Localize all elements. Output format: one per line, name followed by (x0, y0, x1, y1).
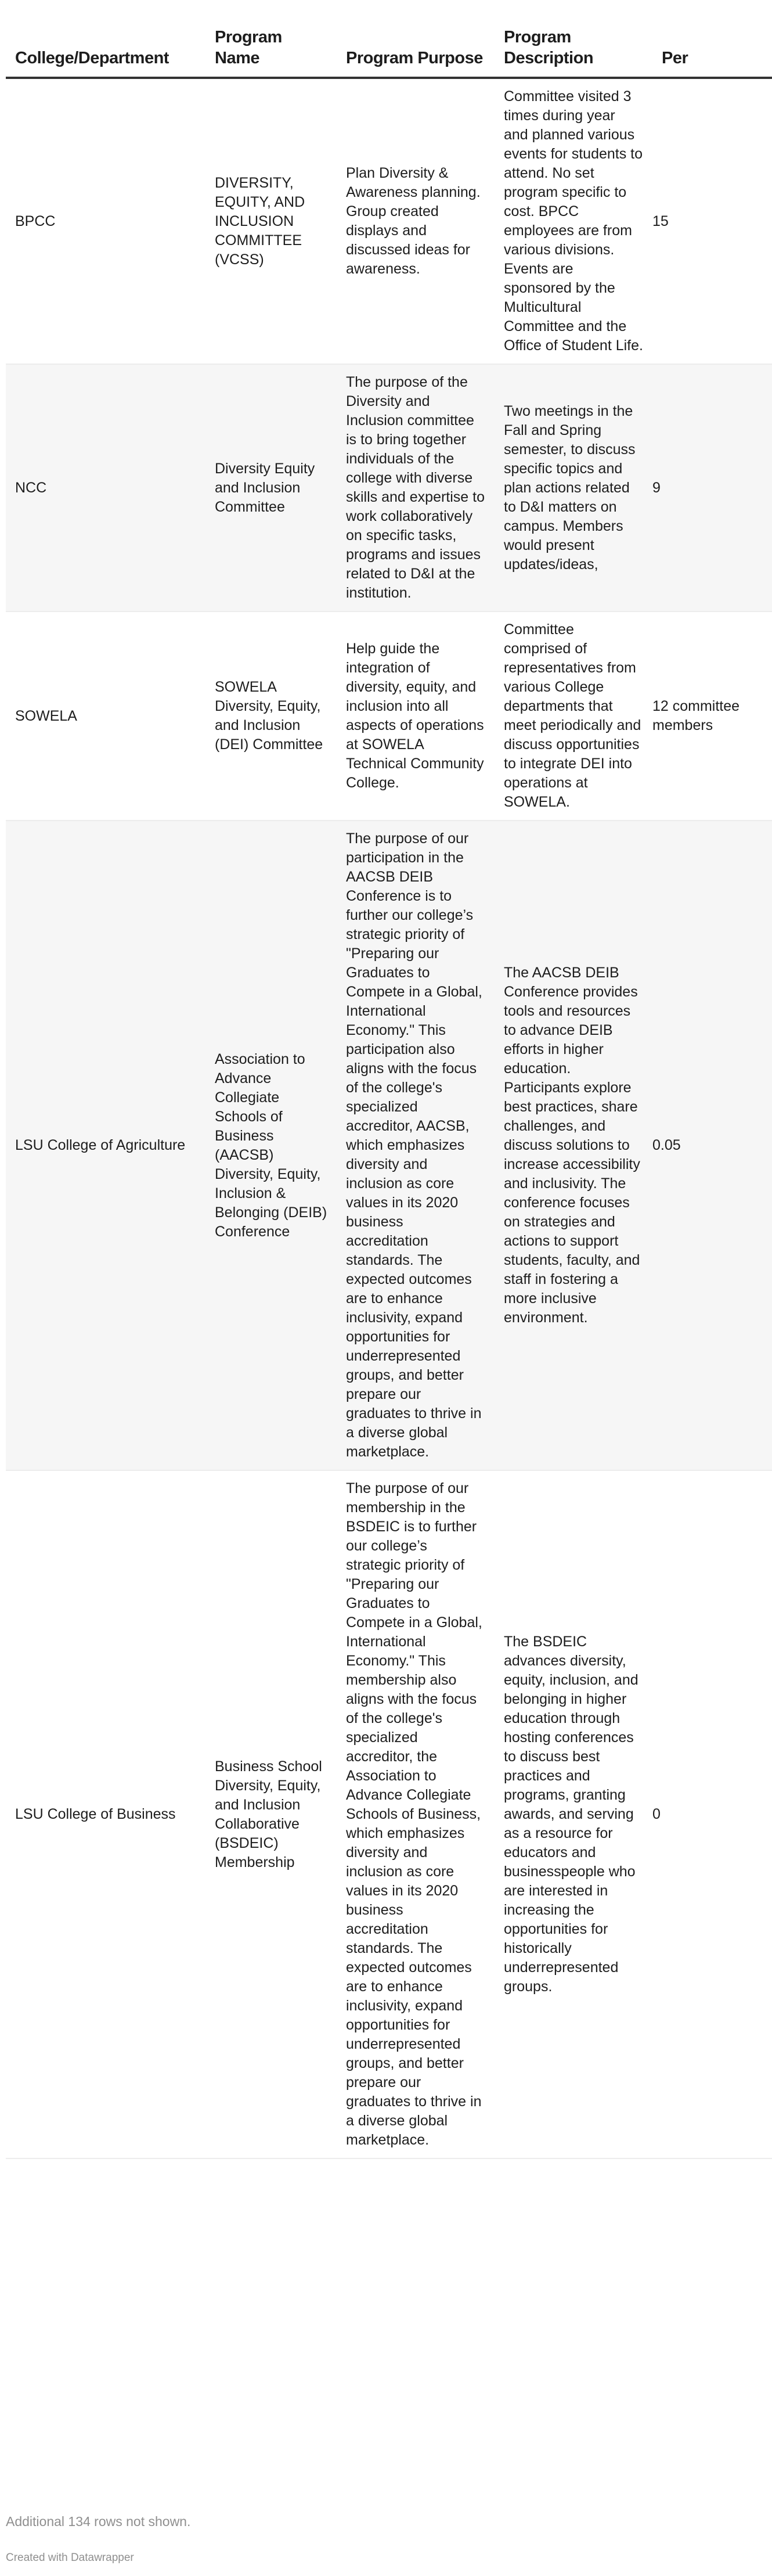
cell-program-name: Association to Advance Collegiate Schools of Business (AACSB) Diversity, Equity, Inclusion & Belonging (DEIB) Conference (205, 821, 337, 1470)
cell-per: 0 (652, 1470, 772, 2158)
cell-description: Committee visited 3 times during year and planned various events for students to attend. No set program specific to cost. BPCC employees are from various divisions. Events are sponsored by the Multicultural Committee and the Office of Student Life. (495, 78, 652, 364)
table-row (6, 364, 772, 611)
cell-per: 12 committee members (652, 611, 772, 821)
cell-purpose: Help guide the integration of diversity, equity, and inclusion into all aspects of operations at SOWELA Technical Community College. (337, 611, 495, 821)
cell-description: Two meetings in the Fall and Spring semester, to discuss specific topics and plan actions related to D&I matters on campus. Members would present updates/ideas, (495, 364, 652, 611)
cell-college: SOWELA (6, 611, 205, 821)
table-row (6, 821, 772, 1470)
cell-college: LSU College of Business (6, 1470, 205, 2158)
cell-per: 15 (652, 78, 772, 364)
column-header-program-purpose[interactable]: Program Purpose (337, 0, 495, 78)
cell-program-name: SOWELA Diversity, Equity, and Inclusion (DEI) Committee (205, 611, 337, 821)
cell-college: LSU College of Agriculture (6, 821, 205, 1470)
cell-purpose: The purpose of our participation in the AACSB DEIB Conference is to further our college’s strategic priority of "Preparing our Graduates to Compete in a Global, International Economy." This participation also aligns with the focus of the college's specialized accreditor, AACSB, which emphasizes diversity and inclusion as core values in its 2020 business accreditation standards. The expected outcomes are to enhance inclusivity, expand opportunities for underrepresented groups, and better prepare our graduates to thrive in a diverse global marketplace. (337, 821, 495, 1470)
cell-program-name: Business School Diversity, Equity, and Inclusion Collaborative (BSDEIC) Membership (205, 1470, 337, 2158)
programs-table (6, 0, 772, 2159)
cell-purpose: The purpose of our membership in the BSDEIC is to further our college’s strategic priority of "Preparing our Graduates to Compete in a Global, International Economy." This membership also aligns with the focus of the college's specialized accreditor, the Association to Advance Collegiate Schools of Business, which emphasizes diversity and inclusion as core values in its 2020 business accreditation standards. The expected outcomes are to enhance inclusivity, expand opportunities for underrepresented groups, and better prepare our graduates to thrive in a diverse global marketplace. (337, 1470, 495, 2158)
datawrapper-credit[interactable]: Created with Datawrapper (6, 2552, 134, 2564)
cell-college: BPCC (6, 78, 205, 364)
cell-purpose: The purpose of the Diversity and Inclusion committee is to bring together individuals of the college with diverse skills and expertise to work collaboratively on specific tasks, programs and issues related to D&I at the institution. (337, 364, 495, 611)
cell-per: 0.05 (652, 821, 772, 1470)
rows-not-shown-note: Additional 134 rows not shown. (6, 2514, 191, 2529)
table-row (6, 78, 772, 364)
column-header-per[interactable]: Per (652, 0, 772, 78)
table-row (6, 611, 772, 821)
cell-program-name: Diversity Equity and Inclusion Committee (205, 364, 337, 611)
cell-purpose: Plan Diversity & Awareness planning. Group created displays and discussed ideas for awareness. (337, 78, 495, 364)
table-row (6, 1470, 772, 2158)
cell-per: 9 (652, 364, 772, 611)
column-header-program-description[interactable]: Program Description (495, 0, 652, 78)
column-header-program-name[interactable]: Program Name (205, 0, 337, 78)
cell-college: NCC (6, 364, 205, 611)
cell-description: The AACSB DEIB Conference provides tools and resources to advance DEIB efforts in higher education. Participants explore best practices, share challenges, and discuss solutions to increase accessibility and inclusivity. The conference focuses on strategies and actions to support students, faculty, and staff in fostering a more inclusive environment. (495, 821, 652, 1470)
cell-description: Committee comprised of representatives from various College departments that meet periodically and discuss opportunities to integrate DEI into operations at SOWELA. (495, 611, 652, 821)
cell-description: The BSDEIC advances diversity, equity, inclusion, and belonging in higher education through hosting conferences to discuss best practices and programs, granting awards, and serving as a resource for educators and businesspeople who are interested in increasing the opportunities for historically underrepresented groups. (495, 1470, 652, 2158)
header-row (6, 0, 772, 78)
table-container (6, 0, 740, 2159)
column-header-college[interactable]: College/Department (6, 0, 205, 78)
cell-program-name: DIVERSITY, EQUITY, AND INCLUSION COMMITTEE (VCSS) (205, 78, 337, 364)
